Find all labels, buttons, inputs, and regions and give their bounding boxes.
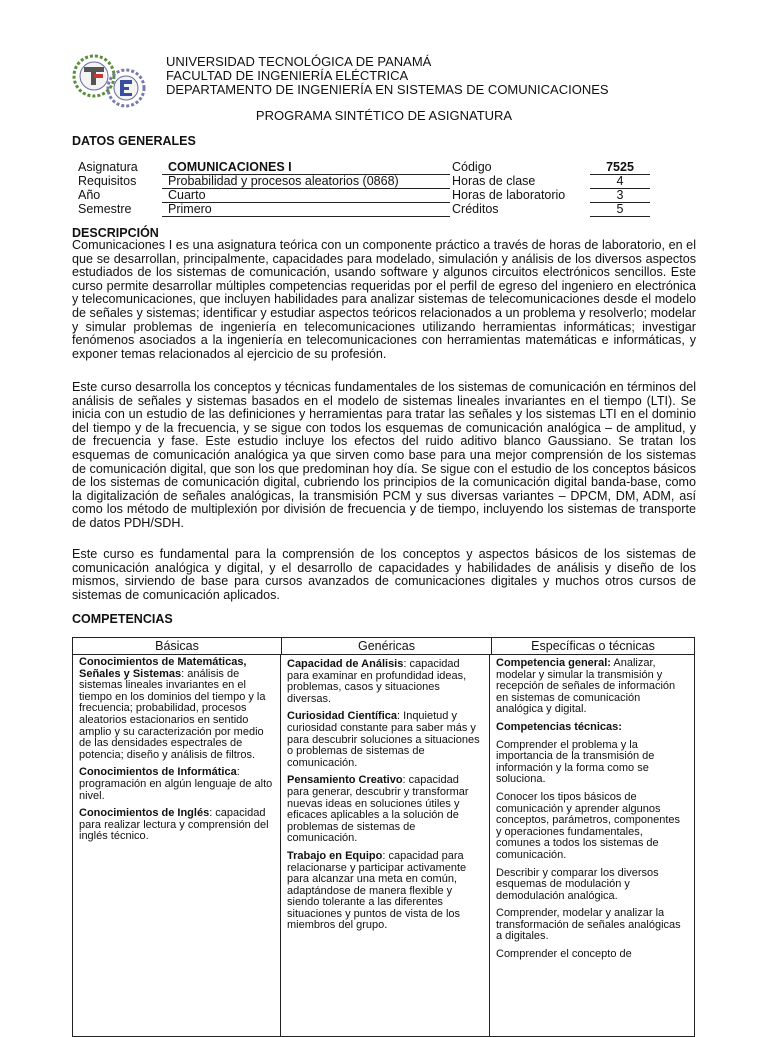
datos-value2: 4	[590, 174, 650, 189]
especificas-column	[490, 655, 694, 1036]
faculty-name: FACULTAD DE INGENIERÍA ELÉCTRICA	[166, 68, 409, 83]
competencia-item	[496, 740, 688, 786]
datos-label2: Código	[452, 160, 492, 174]
competencia-item	[496, 658, 688, 716]
table-header-row	[73, 638, 694, 655]
datos-label: Año	[78, 188, 101, 202]
competencia-item	[496, 792, 688, 862]
university-name: UNIVERSIDAD TECNOLÓGICA DE PANAMÁ	[166, 54, 432, 69]
competencia-title: Competencia general:	[496, 657, 611, 669]
competencia-text: : capacidad para relacionarse y participar activamente para alcanzar una meta en común, adaptándose de manera flexible y siendo tolerante a las diferentes situaciones y puntos de vista de los miembros del grupo.	[287, 849, 467, 932]
competencia-title: Conocimientos de Matemáticas, Señales y Sistemas	[79, 656, 247, 680]
datos-value2: 3	[590, 188, 650, 203]
competencia-text: : programación en algún lenguaje de alto nivel.	[79, 766, 273, 802]
competencia-text: Comprender, modelar y analizar la transformación de señales analógicas a digitales.	[496, 907, 681, 943]
competencia-item	[287, 659, 483, 705]
datos-value: Probabilidad y procesos aleatorios (0868)	[162, 174, 450, 189]
column-header-especificas: Específicas o técnicas	[531, 639, 655, 653]
program-title: PROGRAMA SINTÉTICO DE ASIGNATURA	[255, 108, 513, 123]
competencia-title: Curiosidad Científica	[287, 710, 398, 723]
competencia-item	[79, 657, 274, 761]
competencia-item	[287, 775, 483, 845]
datos-value: Primero	[162, 202, 450, 217]
descripcion-paragraph: Este curso es fundamental para la comprensión de los conceptos y aspectos básicos de los sistemas de comunicación analógica y digital, y el desarrollo de capacidades y habilidades de análisis y diseño de los mismos, sirviendo de base para cursos avanzados de comunicaciones digitales y muchos otros cursos de sistemas de comunicación aplicados.	[72, 547, 696, 602]
datos-generales-heading: DATOS GENERALES	[72, 134, 196, 148]
genericas-column	[281, 655, 490, 1036]
column-header-genericas: Genéricas	[282, 638, 492, 654]
descripcion-heading: DESCRIPCIÓN	[72, 226, 159, 240]
competencia-text: : capacidad para generar, descubrir y transformar nuevas ideas en soluciones útiles y eficaces aplicables a la solución de problemas de sistemas de comunicación.	[287, 774, 469, 845]
competencia-item	[287, 711, 483, 769]
competencia-text: Describir y comparar los diversos esquemas de modulación y demodulación analógica.	[496, 866, 659, 902]
competencia-text: Comprender el concepto de	[496, 948, 632, 961]
competencia-title: Capacidad de Análisis	[287, 658, 404, 670]
competencia-text: Comprender el problema y la importancia de la transmisión de información y la forma como se soluciona.	[496, 738, 655, 786]
descripcion-paragraph: Comunicaciones I es una asignatura teórica con un componente práctico a través de horas de laboratorio, en el que se desarrollan, principalmente, capacidades para modelado, simulación y análisis de los diversos aspectos estudiados de los sistemas de comunicación, usando software y algunos circuitos electrónicos sencillos. Este curso permite desarrollar múltiples competencias requeridas por el perfil de egreso del ingeniero en electrónica y telecomunicaciones, que incluyen habilidades para analizar sistemas de telecomunicaciones desde el modelo de señales y sistemas; identificar y estudiar aspectos teóricos relacionados a un problema y resolverlo; modelar y simular problemas de ingeniería en telecomunicaciones utilizando herramientas informáticas; investigar fenómenos asociados a la ingeniería en telecomunicaciones con herramientas matemáticas e informáticas, y exponer temas relacionados al ejercicio de su profesión.	[72, 238, 696, 361]
competencia-item	[79, 767, 274, 802]
datos-label: Semestre	[78, 202, 132, 216]
competencia-item	[79, 808, 274, 843]
datos-label: Requisitos	[78, 174, 137, 188]
table-body	[73, 655, 694, 1036]
datos-label2: Horas de laboratorio	[452, 188, 566, 202]
university-logo	[70, 52, 152, 110]
datos-value2: 5	[590, 202, 650, 217]
competencias-heading: COMPETENCIAS	[72, 612, 173, 626]
institution-header	[166, 55, 609, 97]
competencia-text: : capacidad para realizar lectura y comprensión del inglés técnico.	[79, 807, 269, 843]
competencia-item	[287, 851, 483, 932]
competencia-item	[496, 868, 688, 903]
datos-label: Asignatura	[78, 160, 138, 174]
competencia-item	[496, 949, 688, 961]
competencia-item	[496, 908, 688, 943]
department-name: DEPARTAMENTO DE INGENIERÍA EN SISTEMAS DE COMUNICACIONES	[166, 82, 609, 97]
competencia-text: Analizar, modelar y simular la transmisión y recepción de señales de información en sistemas de comunicación analógica y digital.	[496, 657, 676, 716]
column-header-basicas: Básicas	[73, 638, 282, 654]
competencia-title: Trabajo en Equipo	[287, 849, 383, 862]
descripcion-paragraph: Este curso desarrolla los conceptos y técnicas fundamentales de los sistemas de comunicación en términos del análisis de señales y sistemas basados en el modelo de sistemas lineales invariantes en el tiempo (LTI). Se inicia con un estudio de las definiciones y herramientas para tratar las señales y los sistemas LTI en el dominio del tiempo y de la frecuencia, y se sigue con todos los esquemas de comunicación analógica – de amplitud, y de frecuencia y fase. Este estudio incluye los efectos del ruido aditivo blanco Gaussiano. Se tratan los esquemas de comunicación analógica ya que sirven como base para una mejor comprensión de los sistemas de comunicación digital, que son los que predominan hoy día. Se sigue con el estudio de los conceptos básicos de los sistemas de comunicación digital, cubriendo los principios de la comunicación digital banda-base, como la digitalización de señales analógicas, la transmisión PCM y sus diversas variantes – DPCM, DM, ADM, así como los método de multiplexión por división de frecuencia y de tiempo, incluyendo los sistemas de transporte de datos PDH/SDH.	[72, 380, 696, 530]
competencia-text: Conocer los tipos básicos de comunicación y aprender algunos conceptos, parámetros, componentes y operaciones fundamentales, comunes a todos los sistemas de comunicación.	[496, 790, 681, 861]
competencia-title: Conocimientos de Inglés	[79, 807, 210, 820]
datos-value: COMUNICACIONES I	[162, 160, 450, 175]
competencias-table	[72, 637, 695, 1037]
competencia-text: : capacidad para examinar en profundidad ideas, problemas, casos y situaciones diversas.	[287, 658, 467, 705]
competencia-title: Competencias técnicas:	[496, 720, 622, 733]
datos-value2: 7525	[590, 160, 650, 175]
datos-value: Cuarto	[162, 188, 450, 203]
competencia-item	[496, 722, 688, 734]
competencia-text: : análisis de sistemas lineales invariantes en el tiempo en los dominios del tiempo y la frecuencia; probabilidad, procesos aleatorios estacionarios en sentido amplio y su caracterización por medio de las densidades espectrales de potencia; diseño y análisis de filtros.	[79, 667, 266, 761]
competencia-title: Pensamiento Creativo	[287, 774, 403, 787]
datos-label2: Créditos	[452, 202, 499, 216]
basicas-column	[73, 655, 281, 1036]
competencia-text: : Inquietud y curiosidad constante para saber más y para descubrir soluciones a situaciones o problemas de sistemas de comunicación.	[287, 710, 480, 769]
datos-label2: Horas de clase	[452, 174, 536, 188]
competencia-title: Conocimientos de Informática	[79, 766, 237, 779]
